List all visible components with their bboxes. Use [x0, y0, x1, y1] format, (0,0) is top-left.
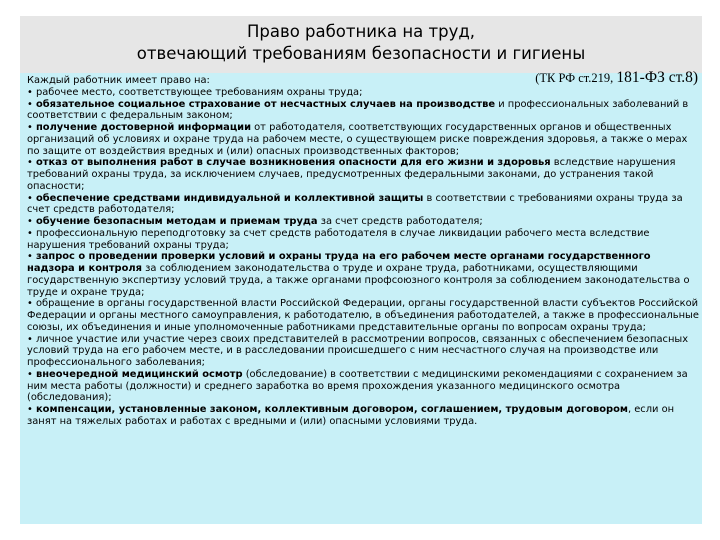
bullet-icon: • — [27, 227, 36, 239]
list-item-text: за соблюдением законодательства о труде и охране труда, работниками, осуществляющими государственную экспертизу условий труда, а также органами профсоюзного контроля за соблюдением законодательства о труде и охране труда; — [27, 263, 690, 298]
source-reference — [535, 69, 698, 86]
list-item-bold-text: запрос о проведении проверки условий и охраны труда на его рабочем месте органами государственного надзора и контроля — [27, 251, 651, 274]
list-item — [27, 251, 700, 298]
title-block — [20, 16, 702, 73]
list-item — [27, 228, 700, 252]
list-item-text: и профессиональных заболеваний в соответствии с федеральным законом; — [27, 98, 689, 122]
bullet-icon: • — [27, 192, 36, 204]
bullet-icon: • — [27, 86, 36, 98]
list-item-bold-text: обеспечение средствами индивидуальной и коллективной защиты — [35, 192, 424, 204]
source-suffix: ст.8) — [664, 69, 698, 86]
source-prefix: (ТК РФ ст.219, — [535, 71, 617, 85]
list-item-text: личное участие или участие через своих представителей в рассмотрении вопросов, связанных с обеспечением безопасных условий труда на его рабочем месте, и в расследовании происшедшего с ним несчастного случая на производстве или профессионального заболевания; — [27, 333, 689, 368]
list-item — [27, 193, 700, 217]
list-item — [27, 87, 700, 99]
list-item — [27, 404, 700, 428]
list-item-bold-text: обязательное социальное страхование от несчастных случаев на производстве — [35, 98, 496, 110]
list-item-text: за счет средств работодателя; — [317, 216, 483, 227]
bullet-icon: • — [27, 157, 36, 169]
bullet-icon: • — [27, 368, 36, 380]
content-panel — [20, 69, 702, 524]
list-item — [27, 122, 700, 157]
list-item — [27, 99, 700, 123]
bullet-icon: • — [27, 122, 36, 133]
list-item-text: , если он занят на тяжелых работах и работах с вредными и (или) опасными условиями труда. — [27, 404, 675, 427]
list-item — [27, 298, 700, 333]
intro-text: Каждый работник имеет право на: — [27, 75, 210, 86]
source-law: 181-ФЗ — [616, 69, 665, 86]
list-item-text: рабочее место, соответствующее требованиям охраны труда; — [35, 86, 363, 98]
rights-list — [27, 87, 700, 428]
list-item — [27, 369, 700, 404]
list-item — [27, 334, 700, 369]
list-item-text: (обследование) в соответствии с медицинскими рекомендациями с сохранением за ним места работы (должности) и среднего заработка во время прохождения указанного медицинского осмотра (обследования); — [27, 368, 688, 404]
title-line-1: Право работника на труд, — [246, 22, 475, 41]
title-line-2: отвечающий требованиям безопасности и гигиены — [136, 44, 586, 63]
list-item-bold-text: внеочередной медицинский осмотр — [35, 368, 243, 380]
list-item-text: от работодателя, соответствующих государственных органов и общественных организаций об условиях и охране труда на рабочем месте, о существующем риске повреждения здоровья, а также о мерах по защите от воздействия вредных и (или) опасных производственных факторов; — [27, 122, 688, 157]
list-item — [27, 216, 700, 228]
list-item-bold-text: компенсации, установленные законом, коллективным договором, соглашением, трудовым договором — [35, 404, 628, 415]
bullet-icon: • — [27, 333, 36, 345]
list-item-text: обращение в органы государственной власти Российской Федерации, органы государственной власти субъектов Российской Федерации и органы местного самоуправления, к работодателю, в объединения работодателей, а также в профессиональные союзы, их объединения и иные уполномоченные работниками представительные органы по вопросам охраны труда; — [27, 298, 699, 333]
list-item-bold-text: отказ от выполнения работ в случае возникновения опасности для его жизни и здоровья — [35, 157, 551, 169]
list-item-text: в соответствии с требованиями охраны труда за счет средств работодателя; — [27, 192, 683, 216]
bullet-icon: • — [27, 216, 36, 227]
list-item-text: профессиональную переподготовку за счет средств работодателя в случае ликвидации рабочего места вследствие нарушения требований охраны труда; — [27, 227, 650, 251]
bullet-icon: • — [27, 298, 36, 310]
list-item — [27, 157, 700, 192]
content-text — [27, 69, 700, 428]
bullet-icon: • — [27, 251, 36, 263]
bullet-icon: • — [27, 98, 36, 110]
list-item-text: вследствие нарушения требований охраны труда, за исключением случаев, предусмотренных федеральными законами, до устранения такой опасности; — [27, 157, 676, 192]
list-item-bold-text: обучение безопасным методам и приемам труда — [35, 216, 318, 227]
list-item-bold-text: получение достоверной информации — [35, 122, 251, 133]
bullet-icon: • — [27, 404, 36, 415]
